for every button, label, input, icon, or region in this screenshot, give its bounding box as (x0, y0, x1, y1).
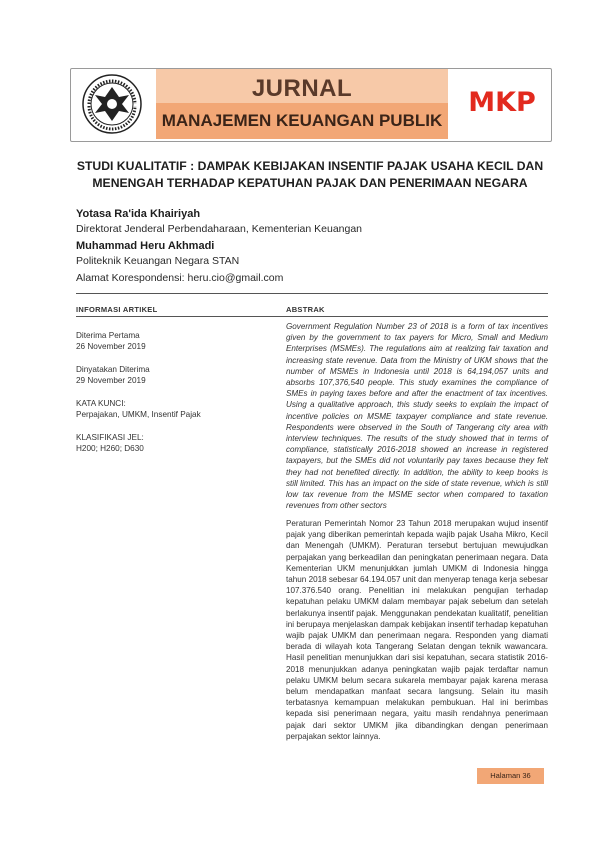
article-title (70, 158, 550, 192)
received-block (76, 330, 146, 352)
article-title-line1: STUDI KUALITATIF : DAMPAK KEBIJAKAN INSENTIF PAJAK USAHA KECIL DAN (76, 159, 544, 173)
classification-block (76, 432, 144, 454)
divider-columns (76, 316, 548, 317)
received-date: 26 November 2019 (76, 342, 146, 351)
abstract-indonesian: Peraturan Pemerintah Nomor 23 Tahun 2018 merupakan wujud insentif pajak yang diberikan pemerintah kepada wajib pajak Usaha Mikro, Kecil dan Menengah (UMKM). Peraturan tersebut bertujuan mewujudkan perpajakan yang berkeadilan dan peningkatan penerimaan negara. Data Kementerian UKM menunjukkan jumlah UMKM di Indonesia hingga tahun 2018 sebesar 64.194.057 unit dan menyerap tenaga kerja sebesar 107.376.540 orang. Penelitian ini melakukan pengujian terhadap kepatuhan pelaku UMKM dalam membayar pajak sebelum dan setelah berlakunya insentif pajak. Menggunakan pendekatan kualitatif, penelitian ini berupaya menjelaskan dampak kebijakan insentif terhadap kepatuhan wajib pajak UMKM dan penerimaan negara. Responden yang diamati berada di wilayah kota Tangerang Selatan dengan teknik wawancara. Hasil penelitian menunjukkan dari sisi kepatuhan, secara statistik 2016-2018 menunjukkan adanya peningkatan wajib pajak terdaftar namun pelaku UMKM belum secara sukarela membayar pajak karena merasa belum mendapatkan manfaat secara langsung. Selain itu masih terbatasnya kemampuan melakukan pembukuan. Hal ini berimbas kepada sisi penerimaan negara, yaitu masih rendahnya penerimaan pajak dari sektor UMKM jika dibandingkan dengan penerimaan perpajakan sektor lainnya. (286, 519, 548, 741)
divider-top (76, 293, 548, 294)
journal-title: JURNAL (251, 75, 353, 102)
accepted-block (76, 364, 150, 386)
mkp-brand-logo: MKP (468, 87, 536, 118)
article-title-line2: MENENGAH TERHADAP KEPATUHAN PAJAK DAN PENERIMAAN NEGARA (92, 176, 528, 190)
abstract-heading: ABSTRAK (286, 305, 325, 314)
keywords-label: KATA KUNCI: (76, 399, 126, 408)
keywords-block (76, 398, 201, 420)
institution-logo (81, 73, 143, 135)
abstract-english: Government Regulation Number 23 of 2018 is a form of tax incentives given by the government to tax payers for Micro, Small and Medium Enterprises (MSMEs). The regulations aim at realizing fair taxation and increasing state revenue. Data from the Ministry of UKM shows that the number of MSMEs in Indonesia until 2018 is 64,194,057 units and absorbs 107,376,540 people. This study examines the compliance of SMEs in paying taxes before and after the enactment of tax incentives. Using a qualitative approach, this study seeks to explain the impact of incentive policies on MSME taxpayer compliance and state revenue. Respondents were observed in the South of Tangerang city area with interview techniques. The results of the study showed that in terms of compliance, statistically 2016-2018 showed an increase in registered taxpayers, but the SMEs did not voluntarily pay taxes because they felt they had not benefited directly. In addition, the ability to keep books is still limited. This has an impact on the side of state revenue, which is still low tax revenue from the MSME sector when compared to taxation revenues from other sectors (286, 322, 548, 511)
journal-header (70, 68, 552, 142)
article-info-heading: INFORMASI ARTIKEL (76, 305, 158, 314)
page-number-tab: Halaman 36 (477, 768, 544, 784)
keywords-text: Perpajakan, UMKM, Insentif Pajak (76, 410, 201, 419)
author-2-affiliation: Politeknik Keuangan Negara STAN (76, 255, 240, 267)
accepted-date: 29 November 2019 (76, 376, 146, 385)
classification-label: KLASIFIKASI JEL: (76, 433, 144, 442)
correspondence-email: Alamat Korespondensi: heru.cio@gmail.com (76, 272, 284, 284)
received-label: Diterima Pertama (76, 331, 140, 340)
journal-subtitle: MANAJEMEN KEUANGAN PUBLIK (161, 111, 443, 130)
classification-codes: H200; H260; D630 (76, 444, 144, 453)
accepted-label: Dinyatakan Diterima (76, 365, 150, 374)
author-2-name: Muhammad Heru Akhmadi (76, 240, 215, 252)
author-1-affiliation: Direktorat Jenderal Perbendaharaan, Kementerian Keuangan (76, 223, 363, 235)
author-1-name: Yotasa Ra'ida Khairiyah (76, 208, 201, 220)
